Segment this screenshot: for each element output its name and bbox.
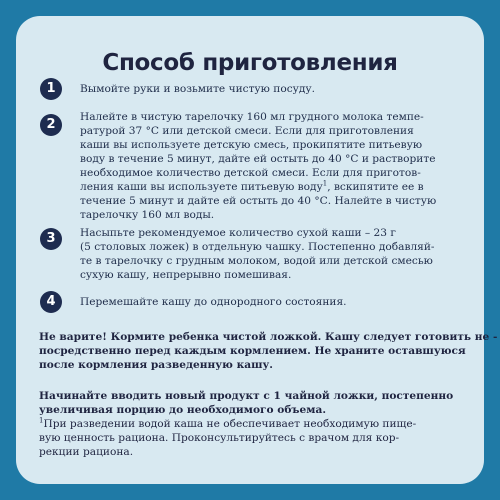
step-3-line: сухую кашу, непрерывно помешивая. <box>80 269 292 281</box>
footnote-marker: 1 <box>322 179 328 188</box>
intro-line: Начинайте вводить новый продукт с 1 чайной ложки, постепенно <box>39 390 454 402</box>
step-2-line: течение 5 минут и дайте ей остыть до 40 °С. Налейте в чистую <box>80 195 437 207</box>
step-3-line: (5 столовых ложек) в отдельную чашку. Постепенно добавляй- <box>80 241 435 253</box>
step-2-line: тарелочку 160 мл воды. <box>80 209 215 221</box>
step-3-text <box>80 226 458 282</box>
step-2-line-tail: , вскипятите ее в <box>327 181 424 193</box>
step-1-line: Вымойте руки и возьмите чистую посуду. <box>80 83 315 95</box>
intro-note <box>39 389 460 459</box>
step-3-line: те в тарелочку с грудным молоком, водой или детской смесью <box>80 255 433 267</box>
step-number-2: 2 <box>40 114 62 136</box>
step-2-line: ления каши вы используете питьевую воду <box>80 181 323 193</box>
footnote-line: вую ценность рациона. Проконсультируйтесь с врачом для кор- <box>39 432 400 444</box>
step-2-line: Налейте в чистую тарелочку 160 мл грудного молока темпе- <box>80 111 424 123</box>
step-2-line: воду в течение 5 минут, дайте ей остыть до 40 °С и растворите <box>80 153 436 165</box>
footnote-line: рекции рациона. <box>39 446 134 458</box>
step-3-line: Насыпьте рекомендуемое количество сухой каши – 23 г <box>80 227 396 239</box>
step-4-line: Перемешайте кашу до однородного состояния. <box>80 296 347 308</box>
step-1-text <box>80 82 458 96</box>
warning-line: посредственно перед каждым кормлением. Не храните оставшуюся <box>39 345 466 357</box>
step-number-3: 3 <box>40 228 62 250</box>
warning-line: Не варите! Кормите ребенка чистой ложкой. Кашу следует готовить не - <box>39 331 498 343</box>
step-2-text <box>80 110 458 222</box>
step-2-line: необходимое количество детской смеси. Если для приготов- <box>80 167 421 179</box>
warning-line: после кормления разведенную кашу. <box>39 359 273 371</box>
step-number-4: 4 <box>40 291 62 313</box>
intro-line: увеличивая порцию до необходимого объема. <box>39 404 327 416</box>
footnote-line: $^1$При разведении водой каша не обеспечивает необходимую пище- <box>39 416 417 430</box>
step-2-line: ратурой 37 °С или детской смеси. Если для приготовления <box>80 125 414 137</box>
step-4-text <box>80 295 458 309</box>
step-2-line-with-footnote <box>80 180 458 194</box>
footnote-marker: 1 <box>39 416 44 425</box>
warning-note <box>39 330 498 372</box>
step-2-line: каши вы используете детскую смесь, прокипятите питьевую <box>80 139 423 151</box>
instructions-card <box>16 16 498 484</box>
step-number-1: 1 <box>40 78 62 100</box>
page-title: Способ приготовления <box>102 50 398 76</box>
